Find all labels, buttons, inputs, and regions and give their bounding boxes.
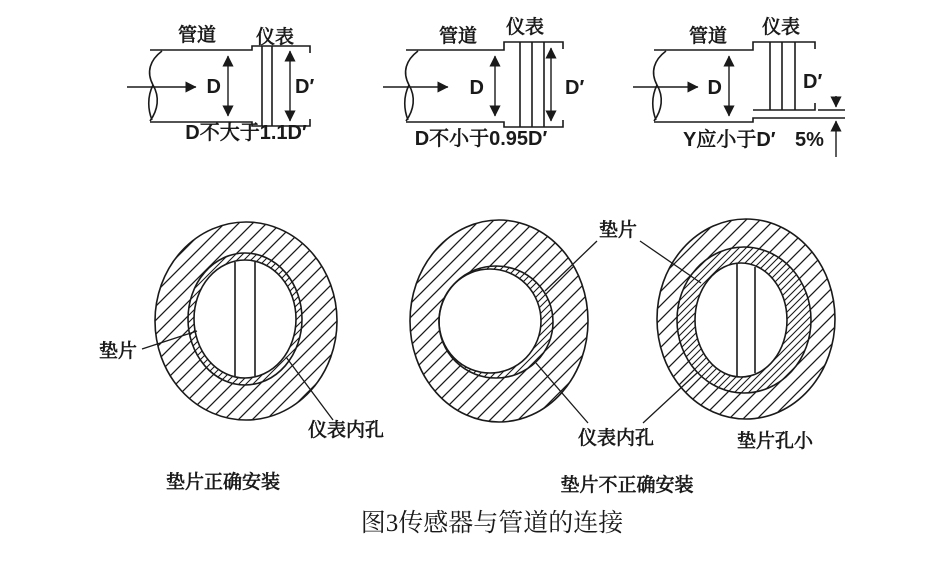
gasket1-label: 垫片 [98,341,137,362]
meter3-label: 仪表 [761,17,801,38]
bore1-sensor-bar [235,262,255,376]
meter1-label: 仪表 [255,27,295,48]
pipe3-break-curve [654,51,666,121]
small-hole-label: 垫片孔小 [736,431,814,452]
d2-label: D [469,77,484,99]
dprime3-label: D′ [803,71,823,93]
pipe2-label: 管道 [438,26,478,47]
pipe2-break-lens [405,85,409,120]
dprime2-label: D′ [565,77,585,99]
gasket-small-hole-diagram [657,219,835,452]
figure-caption: 图3传感器与管道的连接 [360,510,624,537]
meter3-element-lines [770,42,795,110]
meter2-label: 仪表 [505,17,545,38]
bore-shared-leader-right [643,373,697,423]
condition3-text: Y应小于D′ [683,129,776,151]
condition2-text: D不小于0.95D′ [414,128,548,150]
pipe1-break-curve [150,51,162,121]
meter1-element-lines [262,46,272,126]
pipe3-label: 管道 [688,26,728,47]
correct-caption: 垫片正确安装 [165,472,281,493]
d3-label: D [707,77,722,99]
gasket2-hole-edge [439,269,541,373]
incorrect-caption: 垫片不正确安装 [560,475,694,496]
dprime1-label: D′ [295,76,315,98]
bore-shared-label: 仪表内孔 [577,428,655,449]
pipe-diagram-1 [127,23,314,144]
pipe3-bottom-outline [654,118,845,122]
pipe2-break-curve [406,51,418,121]
flange1-hatched-annulus [155,222,337,420]
bore3-sensor-bar [737,264,755,376]
meter2-element-lines [520,42,544,127]
pipe2-top-outline [406,42,563,50]
pipe1-break-lens [149,85,153,120]
condition3-percent: 5% [795,129,824,151]
gasket1-outer-edge [188,253,302,385]
meter3-bottom-flange [753,103,815,110]
condition1-text: D不大于1.1D′ [185,122,307,144]
d1-label: D [206,76,221,98]
meter1-bore-edge [194,260,296,378]
gasket-shared-label: 垫片 [598,220,638,241]
pipe3-break-lens [653,85,657,120]
pipe1-label: 管道 [177,25,217,46]
pipe-diagram-3 [633,15,845,157]
pipe3-top-outline [654,42,815,50]
bore1-label: 仪表内孔 [308,420,385,441]
pipe-diagram-2 [383,15,584,150]
gasket-correct-diagram [99,222,384,493]
gasket3-small-hole-edge [695,263,787,377]
pipe2-bottom-outline [406,120,563,127]
